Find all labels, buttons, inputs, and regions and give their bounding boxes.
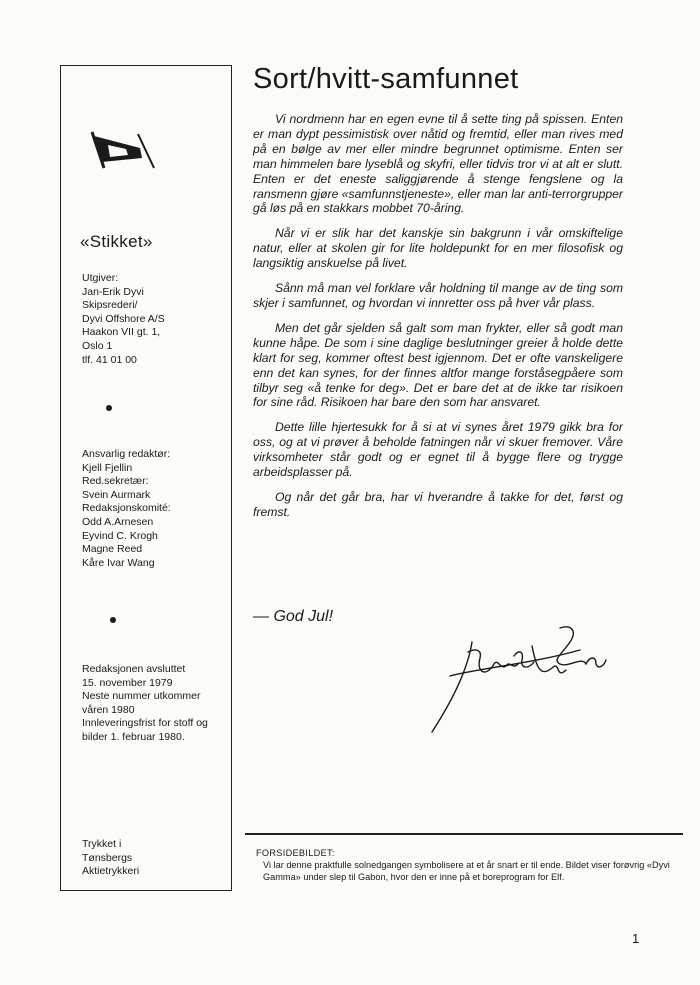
publisher-line: Haakon VII gt. 1, bbox=[82, 326, 161, 339]
deadline-line: Innleveringsfrist for stoff og bbox=[82, 717, 208, 730]
editor-line: Redaksjonskomité: bbox=[82, 502, 171, 515]
cover-note-text: Vi lar denne praktfulle solnedgangen symbolisere at et år snart er til ende. Bildet viser forøvrig «Dyvi Gamma» under slep til Gabon, hvor den er inne på et boreprogram for Elf. bbox=[263, 860, 670, 883]
pennant-flag-logo bbox=[88, 128, 158, 170]
editor-line: Magne Reed bbox=[82, 543, 143, 556]
printer-line: Tønsbergs bbox=[82, 851, 133, 864]
editor-line: Eyvind C. Krogh bbox=[82, 529, 158, 542]
handwritten-signature bbox=[410, 620, 620, 740]
publisher-line: Oslo 1 bbox=[82, 339, 113, 352]
deadline-block bbox=[82, 663, 208, 745]
editor-line: Red.sekretær: bbox=[82, 475, 149, 488]
article-paragraph: Vi nordmenn har en egen evne til å sette ting på spissen. Enten er man dypt pessimistisk over nåtid og fremtid, eller man rives med på en bølge av mer eller mindre begrunnet optimisme. Enten ser man himmelen bare lyseblå og skyfri, eller tidvis tror vi at alt er slutt. Enten er det eneste saliggjørende å stenge fengslene og la ransmenn gjøre «samfunnstjeneste», eller man lar anti-terrorgrupper gå løs på en stakkars mobbet 70-åring. bbox=[253, 112, 623, 216]
printer-block bbox=[82, 838, 139, 879]
editor-line: Kjell Fjellin bbox=[82, 461, 133, 474]
publisher-block bbox=[82, 272, 165, 367]
deadline-line: Neste nummer utkommer bbox=[82, 690, 201, 703]
cover-note-heading: FORSIDEBILDET: bbox=[256, 848, 335, 858]
editors-block bbox=[82, 448, 171, 570]
publisher-line: Skipsrederi/ bbox=[82, 299, 138, 312]
printer-line: Aktietrykkeri bbox=[82, 865, 140, 878]
article-paragraph: Dette lille hjertesukk for å si at vi synes året 1979 gikk bra for oss, og at vi prøver å beholde fatningen når vi skuer fremover. Våre virksomheter står godt og er egnet til å bygge flere og trygge arbeidsplasser på. bbox=[253, 420, 623, 480]
article-body bbox=[253, 112, 623, 530]
article-paragraph: Og når det går bra, har vi hverandre å takke for det, først og fremst. bbox=[253, 489, 623, 519]
editor-line: Odd A.Arnesen bbox=[82, 515, 154, 528]
editor-line: Svein Aurmark bbox=[82, 488, 151, 501]
publisher-line: Utgiver: bbox=[82, 272, 119, 284]
magazine-name: «Stikket» bbox=[80, 232, 153, 251]
editor-line: Ansvarlig redaktør: bbox=[82, 448, 171, 460]
publisher-line: tlf. 41 01 00 bbox=[82, 353, 137, 366]
cover-note bbox=[256, 847, 676, 884]
deadline-line: våren 1980 bbox=[82, 703, 135, 716]
deadline-line: Redaksjonen avsluttet bbox=[82, 663, 186, 675]
deadline-line: bilder 1. februar 1980. bbox=[82, 730, 185, 743]
article-paragraph: Sånn må man vel forklare vår holdning til mange av de ting som skjer i samfunnet, og hvordan vi innretter oss på hver vår plass. bbox=[253, 281, 623, 310]
bullet-dot bbox=[110, 617, 116, 623]
section-divider bbox=[245, 833, 683, 835]
article-paragraph: Men det går sjelden så galt som man frykter, eller så godt man kunne håpe. De som i sine daglige beslutninger greier å holde dette klart for seg, kommer oftest best igjennom. Det er ofte vanskeligere enn det kan synes, for der finnes altfor mange forståsegpåere som tilbyr seg «å tenke for deg». Det er bare det at de ikke tar risikoen for sine råd. Risikoen har bare den som har ansvaret. bbox=[253, 320, 623, 410]
article-paragraph: Når vi er slik har det kanskje sin bakgrunn i vår omskiftelige natur, eller at skolen gir for lite holdepunkt for en mer filosofisk og langsiktig anskuelse på livet. bbox=[253, 226, 623, 271]
deadline-line: 15. november 1979 bbox=[82, 676, 173, 689]
greeting: — God Jul! bbox=[253, 608, 334, 625]
article-title: Sort/hvitt-samfunnet bbox=[253, 63, 519, 95]
bullet-dot bbox=[106, 405, 112, 411]
editor-line: Kåre Ivar Wang bbox=[82, 556, 155, 569]
publisher-line: Jan-Erik Dyvi bbox=[82, 285, 144, 298]
publisher-line: Dyvi Offshore A/S bbox=[82, 312, 165, 325]
page-number: 1 bbox=[632, 931, 640, 946]
printer-line: Trykket i bbox=[82, 838, 122, 850]
